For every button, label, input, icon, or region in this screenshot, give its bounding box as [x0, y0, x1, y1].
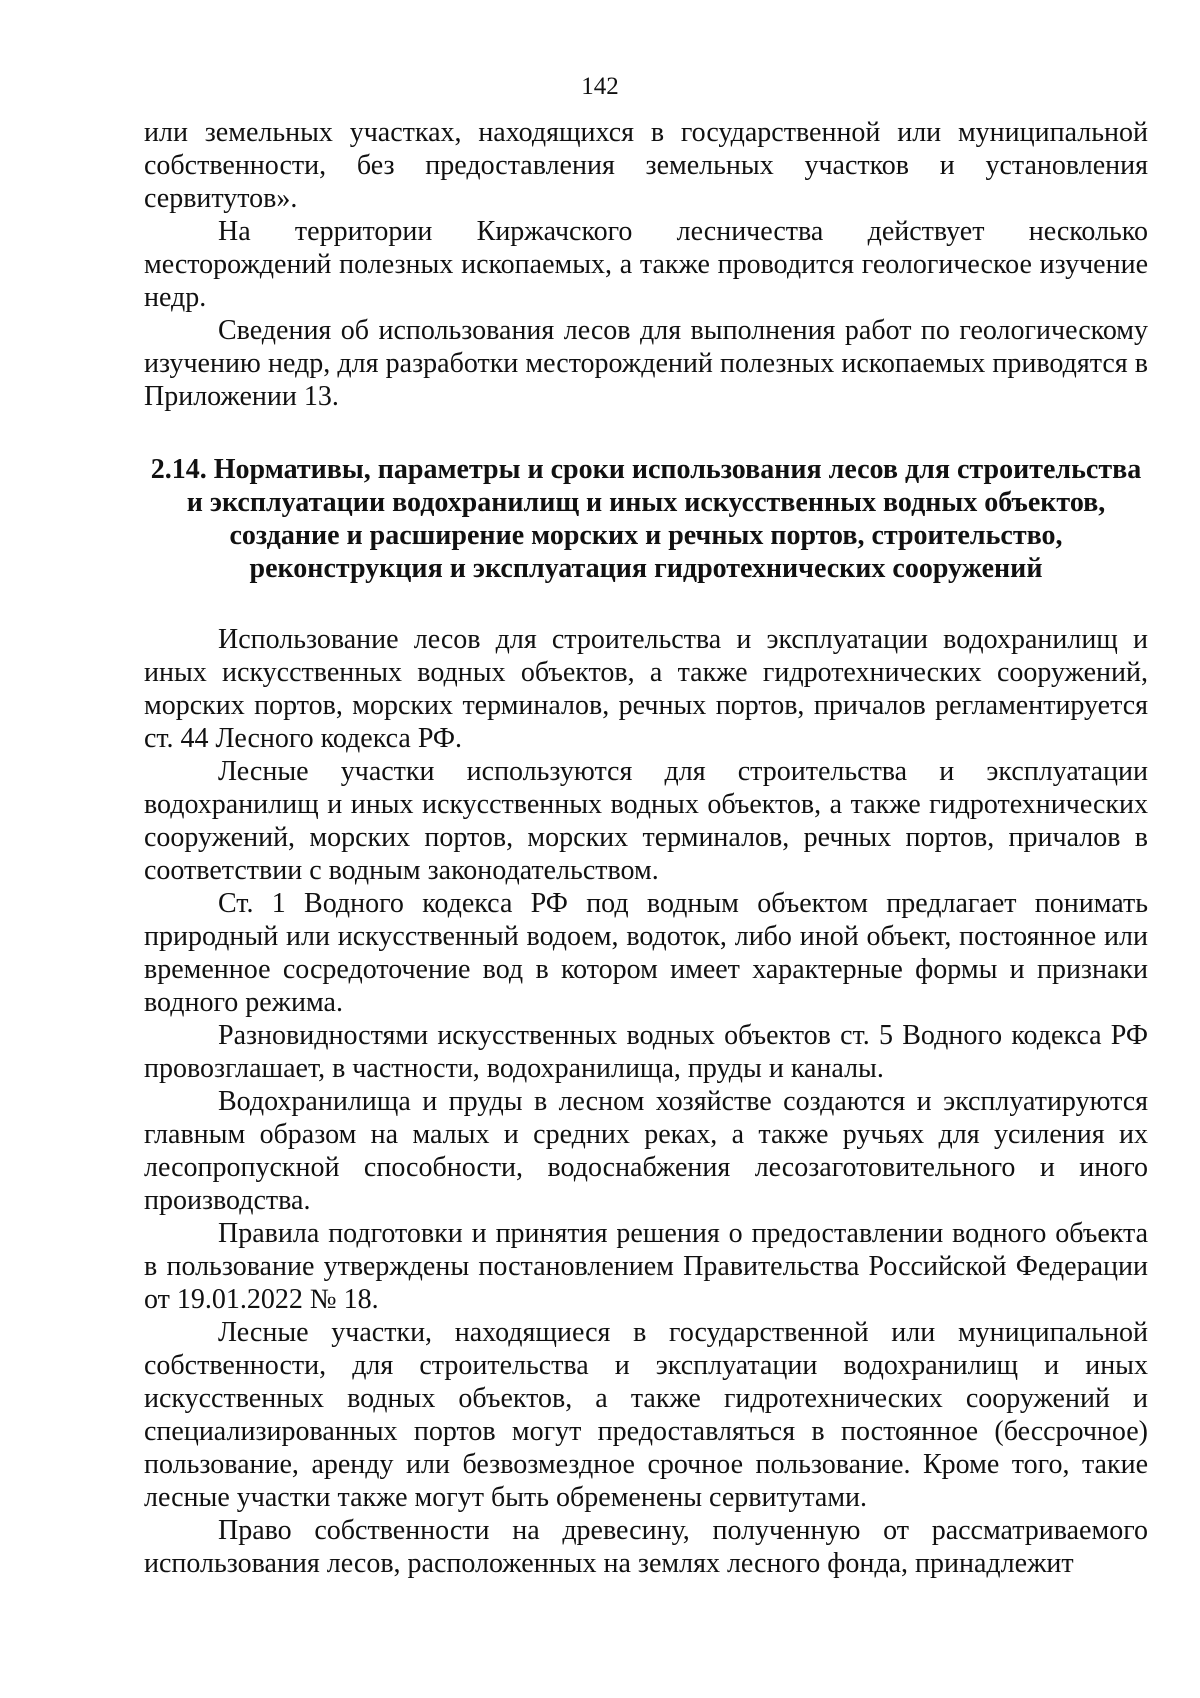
paragraph: Водохранилища и пруды в лесном хозяйстве создаются и эксплуатируются главным образом на малых и средних реках, а также ручьях для усиления их лесопропускной способности, водоснабжения лесозаготовительного и иного производства. [144, 1086, 1148, 1216]
paragraph: Лесные участки используются для строительства и эксплуатации водохранилищ и иных искусственных водных объектов, а также гидротехнических сооружений, морских портов, морских терминалов, речных портов, причалов в соответствии с водным законодательством. [144, 756, 1148, 886]
paragraph: Разновидностями искусственных водных объектов ст. 5 Водного кодекса РФ провозглашает, в частности, водохранилища, пруды и каналы. [144, 1020, 1148, 1084]
paragraph: Ст. 1 Водного кодекса РФ под водным объектом предлагает понимать природный или искусственный водоем, водоток, либо иной объект, постоянное или временное сосредоточение вод в котором имеет характерные формы и признаки водного режима. [144, 888, 1148, 1018]
section-heading: 2.14. Нормативы, параметры и сроки использования лесов для строительства и эксплуатации водохранилищ и иных искусственных водных объектов, создание и расширение морских и речных портов, строительство, реконструкция и эксплуатация гидротехнических сооружений [150, 454, 1142, 584]
page-number: 142 [581, 73, 619, 100]
paragraph: На территории Киржачского лесничества действует несколько месторождений полезных ископаемых, а также проводится геологическое изучение недр. [144, 216, 1148, 313]
paragraph: Сведения об использования лесов для выполнения работ по геологическому изучению недр, для разработки месторождений полезных ископаемых приводятся в Приложении 13. [144, 315, 1148, 412]
paragraph: Правила подготовки и принятия решения о предоставлении водного объекта в пользование утверждены постановлением Правительства Российской Федерации от 19.01.2022 № 18. [144, 1218, 1148, 1315]
paragraph: Лесные участки, находящиеся в государственной или муниципальной собственности, для строительства и эксплуатации водохранилищ и иных искусственных водных объектов, а также гидротехнических сооружений и специализированных портов могут предоставляться в постоянное (бессрочное) пользование, аренду или безвозмездное срочное пользование. Кроме того, такие лесные участки также могут быть обременены сервитутами. [144, 1317, 1148, 1513]
paragraph: Использование лесов для строительства и эксплуатации водохранилищ и иных искусственных водных объектов, а также гидротехнических сооружений, морских портов, морских терминалов, речных портов, причалов регламентируется ст. 44 Лесного кодекса РФ. [144, 624, 1148, 754]
document-body [144, 116, 1148, 1580]
paragraph: или земельных участках, находящихся в государственной или муниципальной собственности, без предоставления земельных участков и установления сервитутов». [144, 117, 1148, 214]
paragraph: Право собственности на древесину, полученную от рассматриваемого использования лесов, расположенных на землях лесного фонда, принадлежит [144, 1515, 1148, 1579]
